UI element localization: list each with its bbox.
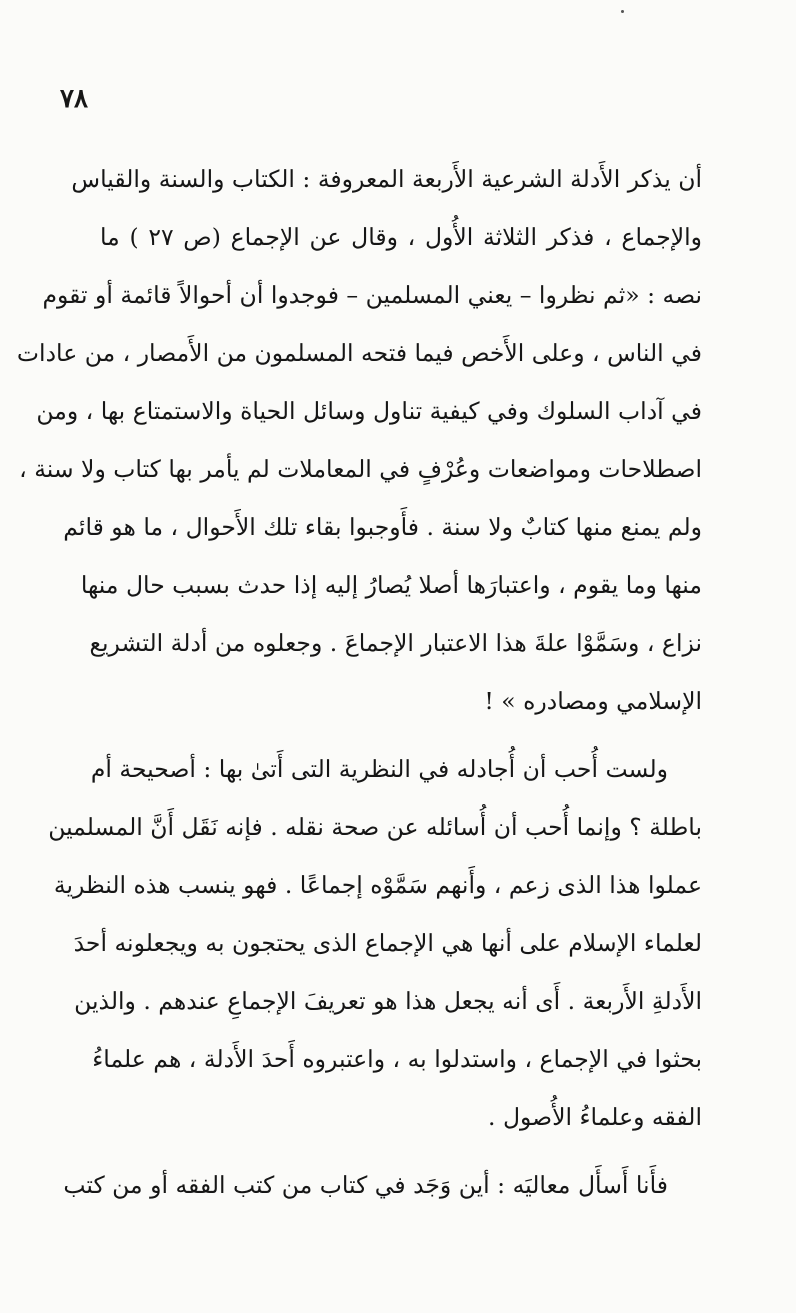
paragraph-3: [63, 1156, 702, 1214]
text-line: منها وما يقوم ، واعتبارَها أصلا يُصارُ إليه إذا حدث بسبب حال منها: [80, 571, 702, 599]
text-line: والإجماع ، فذكر الثلاثة الأُول ، وقال عن الإجماع (ص ٢٧ ) ما: [100, 223, 702, 251]
paragraph-gap: [100, 1146, 702, 1156]
text-line: الإسلامي ومصادره » !: [484, 687, 702, 715]
text-line: لعلماء الإسلام على أنها هي الإجماع الذى يحتجون به ويجعلونه أحدَ: [73, 929, 702, 957]
scan-speck: [621, 10, 624, 13]
text-line: اصطلاحات ومواضعات وعُرْفٍ في المعاملات لم يأمر بها كتاب ولا سنة ،: [19, 455, 702, 483]
text-line: في آداب السلوك وفي كيفية تناول وسائل الحياة والاستمتاع بها ، ومن: [36, 397, 702, 425]
text-line: أن يذكر الأَدلة الشرعية الأَربعة المعروفة : الكتاب والسنة والقياس: [71, 165, 702, 193]
text-line: نصه : «ثم نظروا – يعني المسلمين – فوجدوا أن أحوالاً قائمة أو تقوم: [42, 281, 702, 309]
text-line: باطلة ؟ وإنما أُحب أن أُسائله عن صحة نقله . فإنه نَقَل أَنَّ المسلمين: [48, 813, 702, 841]
text-line: بحثوا في الإجماع ، واستدلوا به ، واعتبروه أَحدَ الأَدلة ، هم علماءُ: [92, 1045, 702, 1073]
text-line: نزاع ، وسَمَّوْا علةَ هذا الاعتبار الإجماعَ . وجعلوه من أدلة التشريع: [89, 629, 702, 657]
text-line: عملوا هذا الذى زعم ، وأَنهم سَمَّوْه إجماعًا . فهو ينسب هذه النظرية: [53, 871, 702, 899]
text-line: في الناس ، وعلى الأَخص فيما فتحه المسلمون من الأَمصار ، من عادات: [16, 339, 702, 367]
text-line: ولم يمنع منها كتابٌ ولا سنة . فأَوجبوا بقاء تلك الأَحوال ، ما هو قائم: [63, 513, 702, 541]
page-number: ٧٨: [60, 84, 88, 114]
paragraph-1: [16, 150, 702, 730]
paragraph-2: [48, 740, 702, 1146]
text-line: فأَنا أَسأَل معاليَه : أين وَجَد في كتاب من كتب الفقه أو من كتب: [63, 1171, 668, 1199]
text-line: الفقه وعلماءُ الأُصول .: [488, 1103, 702, 1131]
paragraph-gap: [100, 730, 702, 740]
text-line: الأَدلةِ الأَربعة . أَى أنه يجعل هذا هو تعريفَ الإجماعِ عندهم . والذين: [74, 987, 702, 1015]
body-text: [16, 150, 702, 1214]
text-line: ولست أُحب أن أُجادله في النظرية التى أَتىٰ بها : أصحيحة أم: [90, 755, 668, 783]
